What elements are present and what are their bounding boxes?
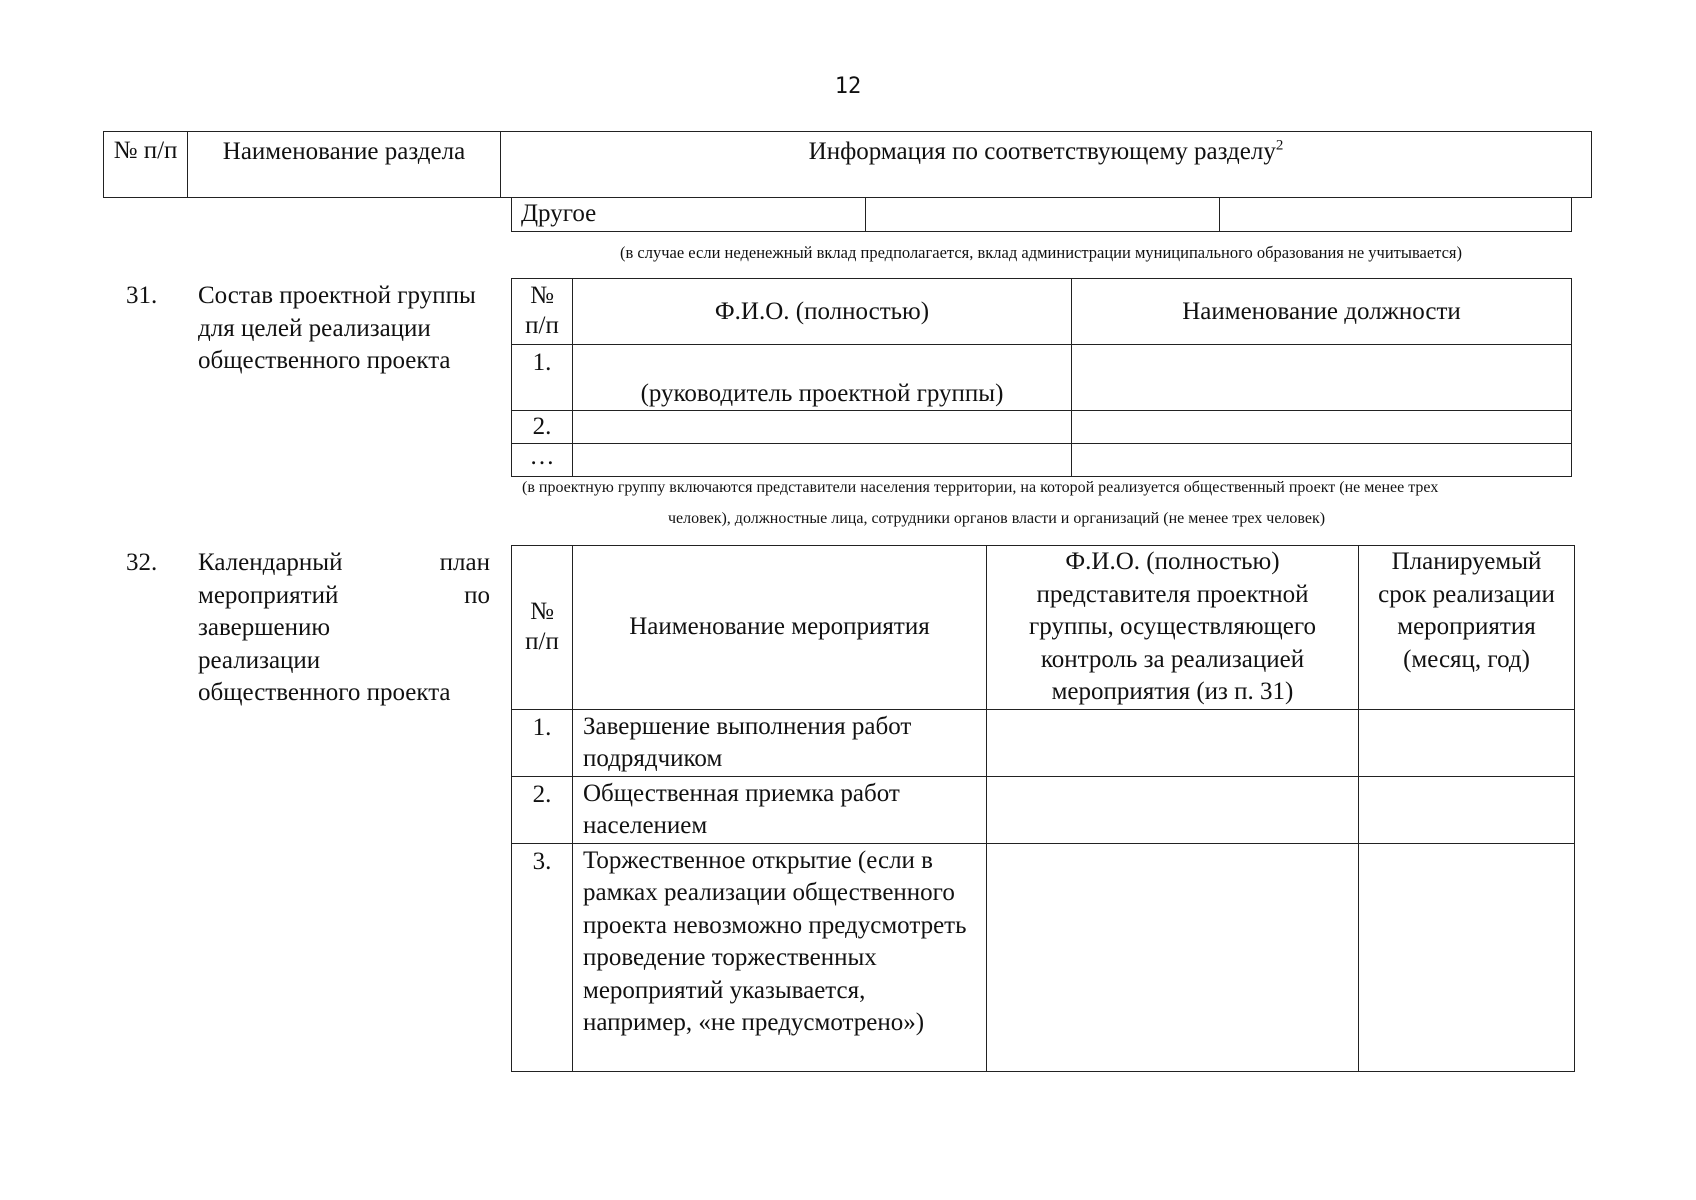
section31-note-line2: человек), должностные лица, сотрудники органов власти и организаций (не менее трех человек) xyxy=(668,510,1326,527)
section32-title-w7: общественного проекта xyxy=(198,679,451,706)
table-row xyxy=(512,444,1572,477)
section32-number: 32. xyxy=(126,549,158,576)
section32-title xyxy=(198,547,490,710)
pg-row2-no: 2. xyxy=(512,411,573,444)
section31-title: Состав проектной группы для целей реализации общественного проекта xyxy=(198,282,476,374)
section32-title-w5: завершению xyxy=(198,614,331,641)
header-col-section xyxy=(188,132,501,198)
table-row xyxy=(512,776,1575,843)
ev-col-event-label: Наименование мероприятия xyxy=(629,613,930,641)
other-empty-cell-2 xyxy=(1220,198,1572,232)
pg-col-no-label: № п/п xyxy=(525,282,559,339)
footnote-mark: 2 xyxy=(1275,137,1284,154)
ev-row2-event: Общественная приемка работ населением xyxy=(573,776,987,843)
header-col-section-label: Наименование раздела xyxy=(222,138,466,165)
ev-col-event xyxy=(573,546,987,710)
ev-row1-no: 1. xyxy=(512,709,573,776)
ev-row3-fio xyxy=(987,843,1359,1071)
pg-col-fio xyxy=(573,279,1072,345)
section32-title-w2: план xyxy=(439,549,490,576)
ev-col-fio xyxy=(987,546,1359,710)
table-row xyxy=(512,709,1575,776)
pg-col-position-label: Наименование должности xyxy=(1182,297,1461,325)
pg-row3-position xyxy=(1072,444,1572,477)
ev-row2-term xyxy=(1359,776,1575,843)
header-table xyxy=(103,131,1592,198)
ev-row2-no: 2. xyxy=(512,776,573,843)
ev-col-term xyxy=(1359,546,1575,710)
other-label: Другое xyxy=(521,200,597,227)
other-label-cell xyxy=(512,198,866,232)
ev-row3-no: 3. xyxy=(512,843,573,1071)
ev-row3-event: Торжественное открытие (если в рамках реализации общественного проекта невозможно предусмотреть проведение торжественных мероприятий указывается, например, «не предусмотрено») xyxy=(573,843,987,1071)
other-row-table xyxy=(511,197,1572,232)
ev-col-no xyxy=(512,546,573,710)
ev-row1-term xyxy=(1359,709,1575,776)
header-col-info xyxy=(501,132,1592,198)
pg-row3-no: … xyxy=(512,444,573,477)
pg-row1-fio: (руководитель проектной группы) xyxy=(573,345,1072,411)
ev-row2-fio xyxy=(987,776,1359,843)
section31-number: 31. xyxy=(126,282,158,309)
ev-col-no-label: № п/п xyxy=(525,598,559,656)
ev-col-fio-label: Ф.И.О. (полностью) представителя проектной группы, осуществляющего контроль за реализацией мероприятия (из п. 31) xyxy=(1029,548,1316,705)
ev-col-term-label: Планируемый срок реализации мероприятия (месяц, год) xyxy=(1378,548,1555,673)
ev-row3-term xyxy=(1359,843,1575,1071)
section32-title-w1: Календарный xyxy=(198,549,343,576)
pg-col-position xyxy=(1072,279,1572,345)
other-empty-cell-1 xyxy=(866,198,1220,232)
page-number: 12 xyxy=(834,74,862,99)
pg-row3-fio xyxy=(573,444,1072,477)
pg-row2-fio xyxy=(573,411,1072,444)
pg-row2-position xyxy=(1072,411,1572,444)
pg-row1-position xyxy=(1072,345,1572,411)
ev-row1-fio xyxy=(987,709,1359,776)
pg-row1-no: 1. xyxy=(512,345,573,411)
section32-title-w3: мероприятий xyxy=(198,581,339,609)
table-row xyxy=(512,411,1572,444)
section32-title-w6: реализации xyxy=(198,646,321,674)
project-group-table xyxy=(511,278,1572,477)
header-col-no-label: № п/п xyxy=(113,137,178,164)
events-plan-table xyxy=(511,545,1575,1072)
pg-col-no xyxy=(512,279,573,345)
section32-title-w4: по xyxy=(464,581,490,609)
ev-row1-event: Завершение выполнения работ подрядчиком xyxy=(573,709,987,776)
other-note: (в случае если неденежный вклад предполагается, вклад администрации муниципального образования не учитывается) xyxy=(620,243,1462,262)
section31-note-line1: (в проектную группу включаются представители населения территории, на которой реализуется общественный проект (не менее трех xyxy=(522,479,1439,496)
pg-col-fio-label: Ф.И.О. (полностью) xyxy=(714,297,930,325)
table-row xyxy=(512,345,1572,411)
header-col-no xyxy=(104,132,188,198)
table-row xyxy=(512,843,1575,1071)
header-col-info-label: Информация по соответствующему разделу xyxy=(808,138,1276,165)
